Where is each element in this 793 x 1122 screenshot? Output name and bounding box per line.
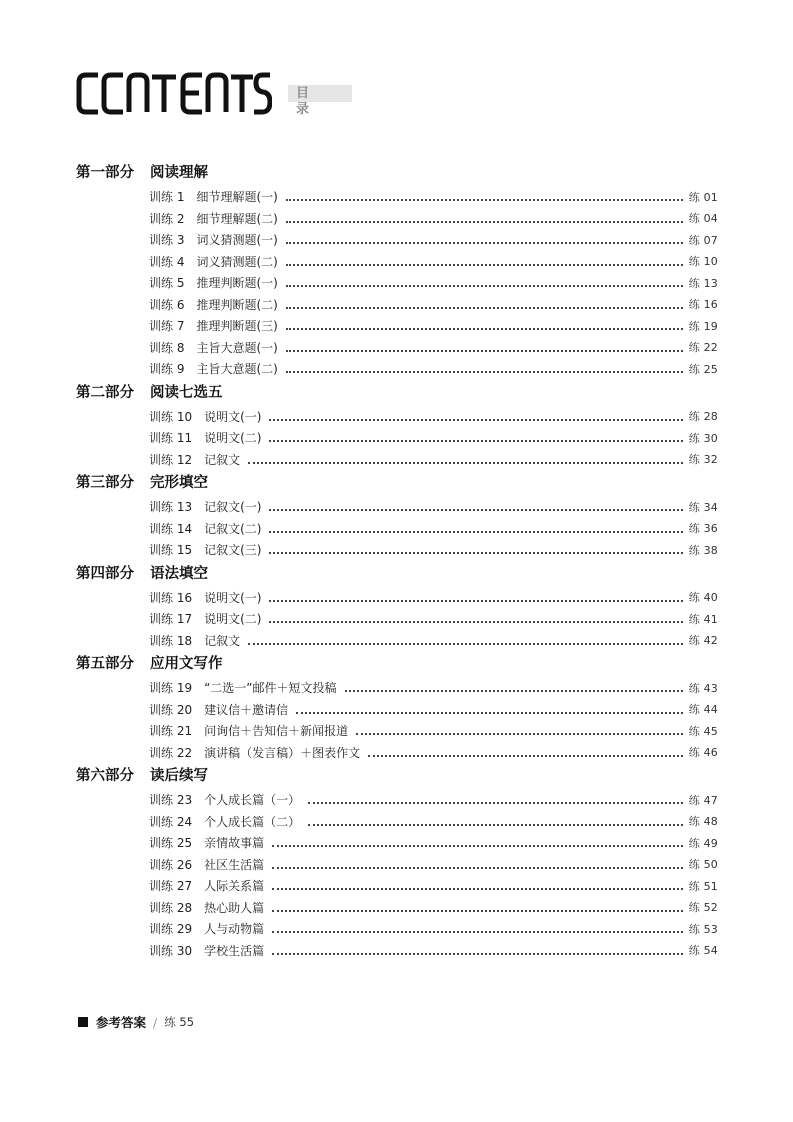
dot-leader bbox=[356, 732, 683, 735]
toc-entry[interactable] bbox=[149, 496, 718, 518]
entry-page: 练 53 bbox=[688, 922, 718, 936]
toc-entry[interactable] bbox=[149, 358, 718, 380]
entry-title: 记叙文 bbox=[204, 633, 241, 648]
entry-number: 训练 26 bbox=[149, 857, 193, 872]
dot-leader bbox=[286, 370, 683, 373]
section-part: 第六部分 bbox=[76, 768, 134, 784]
entry-number: 训练 19 bbox=[149, 681, 193, 696]
entry-title: 推理判断题(二) bbox=[196, 297, 278, 312]
entry-page: 练 47 bbox=[688, 793, 718, 807]
bullet-square-icon bbox=[78, 1017, 88, 1027]
dot-leader bbox=[272, 887, 683, 890]
toc-entry[interactable] bbox=[149, 229, 718, 251]
dot-leader bbox=[272, 866, 683, 869]
entry-title: 推理判断题(三) bbox=[196, 319, 278, 334]
entry-number: 训练 22 bbox=[149, 745, 193, 760]
toc-entry[interactable] bbox=[149, 315, 718, 337]
dot-leader bbox=[286, 284, 683, 287]
dot-leader bbox=[286, 241, 683, 244]
answers-entry[interactable] bbox=[78, 1012, 194, 1032]
dot-leader bbox=[286, 263, 683, 266]
toc-entry[interactable] bbox=[149, 789, 718, 811]
dot-leader bbox=[272, 909, 683, 912]
entry-title: 亲情故事篇 bbox=[204, 836, 265, 851]
entry-number: 训练 6 bbox=[149, 297, 185, 312]
entry-page: 练 28 bbox=[688, 410, 718, 424]
dot-leader bbox=[248, 461, 683, 464]
answers-separator: / bbox=[153, 1014, 158, 1030]
entry-title: 词义猜测题(二) bbox=[196, 254, 278, 269]
toc-entry[interactable] bbox=[149, 539, 718, 561]
section-part: 第四部分 bbox=[76, 565, 134, 582]
entry-title: 热心助人篇 bbox=[204, 900, 265, 915]
entry-number: 训练 29 bbox=[149, 922, 193, 937]
section-heading bbox=[76, 561, 718, 587]
entry-number: 训练 24 bbox=[149, 814, 193, 829]
toc-entry[interactable] bbox=[149, 854, 718, 876]
entry-title: 记叙文 bbox=[204, 452, 241, 467]
entry-number: 训练 25 bbox=[149, 836, 193, 851]
entry-title: 演讲稿（发言稿）＋图表作文 bbox=[204, 745, 361, 760]
entry-number: 训练 1 bbox=[149, 190, 185, 205]
contents-subtitle: 目录 bbox=[296, 86, 311, 117]
entry-page: 练 07 bbox=[688, 233, 718, 247]
entry-number: 训练 28 bbox=[149, 900, 193, 915]
toc-entry[interactable] bbox=[149, 742, 718, 764]
toc-entry[interactable] bbox=[149, 875, 718, 897]
entry-number: 训练 3 bbox=[149, 233, 185, 248]
entry-title: 推理判断题(一) bbox=[196, 276, 278, 291]
entry-title: 个人成长篇（二） bbox=[204, 814, 301, 829]
dot-leader bbox=[286, 306, 683, 309]
entry-number: 训练 5 bbox=[149, 276, 185, 291]
section-name: 语法填空 bbox=[150, 565, 208, 582]
section-heading bbox=[76, 651, 718, 677]
entry-number: 训练 27 bbox=[149, 879, 193, 894]
entry-page: 练 51 bbox=[688, 879, 718, 893]
dot-leader bbox=[286, 220, 683, 223]
entry-page: 练 22 bbox=[688, 341, 718, 355]
toc-section bbox=[76, 763, 718, 961]
entry-number: 训练 13 bbox=[149, 500, 193, 515]
dot-leader bbox=[308, 801, 683, 804]
entry-page: 练 44 bbox=[688, 703, 718, 717]
toc-entry[interactable] bbox=[149, 940, 718, 962]
entry-number: 训练 7 bbox=[149, 319, 185, 334]
toc-entry[interactable] bbox=[149, 251, 718, 273]
dot-leader bbox=[272, 930, 683, 933]
dot-leader bbox=[248, 642, 683, 645]
entry-number: 训练 17 bbox=[149, 612, 193, 627]
entry-number: 训练 20 bbox=[149, 702, 193, 717]
answers-label: 参考答案 bbox=[96, 1015, 147, 1030]
entry-title: 记叙文(二) bbox=[204, 521, 262, 536]
entry-page: 练 32 bbox=[688, 453, 718, 467]
dot-leader bbox=[368, 754, 683, 757]
entry-title: 学校生活篇 bbox=[204, 943, 265, 958]
entry-title: 人与动物篇 bbox=[204, 922, 265, 937]
entry-title: 主旨大意题(一) bbox=[196, 340, 278, 355]
toc-entry[interactable] bbox=[149, 918, 718, 940]
entry-title: 说明文(一) bbox=[204, 409, 262, 424]
entry-number: 训练 30 bbox=[149, 943, 193, 958]
entry-number: 训练 15 bbox=[149, 543, 193, 558]
entry-page: 练 42 bbox=[688, 634, 718, 648]
section-name: 阅读理解 bbox=[150, 165, 208, 181]
dot-leader bbox=[269, 599, 682, 602]
dot-leader bbox=[296, 711, 683, 714]
entry-page: 练 46 bbox=[688, 746, 718, 760]
answers-page: 练 55 bbox=[164, 1015, 195, 1029]
section-name: 读后续写 bbox=[150, 768, 208, 784]
toc-entry[interactable] bbox=[149, 208, 718, 230]
toc-section bbox=[76, 160, 718, 380]
entry-title: 细节理解题(二) bbox=[196, 211, 278, 226]
toc-entry[interactable] bbox=[149, 272, 718, 294]
entry-number: 训练 8 bbox=[149, 340, 185, 355]
toc-section bbox=[76, 470, 718, 561]
contents-logo bbox=[76, 70, 272, 118]
dot-leader bbox=[286, 327, 683, 330]
toc-section bbox=[76, 651, 718, 763]
toc-entry[interactable] bbox=[149, 449, 718, 471]
entry-number: 训练 10 bbox=[149, 409, 193, 424]
entry-page: 练 48 bbox=[688, 815, 718, 829]
entry-page: 练 25 bbox=[688, 362, 718, 376]
entry-page: 练 10 bbox=[688, 255, 718, 269]
toc-entry[interactable] bbox=[149, 294, 718, 316]
dot-leader bbox=[269, 620, 682, 623]
entry-title: 人际关系篇 bbox=[204, 879, 265, 894]
section-part: 第五部分 bbox=[76, 656, 134, 672]
entry-title: “二选一”邮件＋短文投稿 bbox=[204, 681, 337, 696]
entry-title: 说明文(二) bbox=[204, 431, 262, 446]
entry-title: 个人成长篇（一） bbox=[204, 793, 301, 808]
dot-leader bbox=[286, 198, 683, 201]
toc-entry[interactable] bbox=[149, 337, 718, 359]
toc-entry[interactable] bbox=[149, 897, 718, 919]
toc-entry[interactable] bbox=[149, 832, 718, 854]
entry-page: 练 38 bbox=[688, 543, 718, 557]
entry-page: 练 52 bbox=[688, 901, 718, 915]
section-part: 第一部分 bbox=[76, 165, 134, 181]
entry-number: 训练 21 bbox=[149, 724, 193, 739]
entry-title: 问询信＋告知信＋新闻报道 bbox=[204, 724, 349, 739]
entry-title: 词义猜测题(一) bbox=[196, 233, 278, 248]
dot-leader bbox=[308, 823, 683, 826]
entry-page: 练 13 bbox=[688, 276, 718, 290]
entry-title: 说明文(二) bbox=[204, 612, 262, 627]
entry-number: 训练 11 bbox=[149, 431, 193, 446]
entry-page: 练 40 bbox=[688, 591, 718, 605]
toc-entry[interactable] bbox=[149, 427, 718, 449]
section-name: 完形填空 bbox=[150, 475, 208, 491]
entry-page: 练 16 bbox=[688, 298, 718, 312]
toc-entry[interactable] bbox=[149, 699, 718, 721]
dot-leader bbox=[269, 530, 682, 533]
toc-entry[interactable] bbox=[149, 608, 718, 630]
section-part: 第二部分 bbox=[76, 384, 134, 401]
toc-entry[interactable] bbox=[149, 811, 718, 833]
entry-page: 练 43 bbox=[688, 681, 718, 695]
entry-title: 主旨大意题(二) bbox=[196, 362, 278, 377]
entry-page: 练 30 bbox=[688, 431, 718, 445]
entry-title: 建议信＋邀请信 bbox=[204, 702, 289, 717]
entry-page: 练 19 bbox=[688, 319, 718, 333]
entry-number: 训练 12 bbox=[149, 452, 193, 467]
dot-leader bbox=[286, 349, 683, 352]
entry-page: 练 49 bbox=[688, 836, 718, 850]
toc-section bbox=[76, 380, 718, 471]
section-heading bbox=[76, 380, 718, 406]
dot-leader bbox=[272, 844, 683, 847]
toc-entry[interactable] bbox=[149, 630, 718, 652]
table-of-contents bbox=[76, 160, 718, 961]
toc-entry[interactable] bbox=[149, 518, 718, 540]
entry-page: 练 54 bbox=[688, 944, 718, 958]
dot-leader bbox=[272, 952, 683, 955]
dot-leader bbox=[269, 418, 682, 421]
section-name: 应用文写作 bbox=[150, 656, 223, 672]
entry-title: 细节理解题(一) bbox=[196, 190, 278, 205]
entry-page: 练 01 bbox=[688, 190, 718, 204]
toc-entry[interactable] bbox=[149, 587, 718, 609]
entry-page: 练 50 bbox=[688, 858, 718, 872]
toc-entry[interactable] bbox=[149, 677, 718, 699]
entry-page: 练 45 bbox=[688, 724, 718, 738]
entry-title: 记叙文(一) bbox=[204, 500, 262, 515]
section-part: 第三部分 bbox=[76, 475, 134, 491]
toc-section bbox=[76, 561, 718, 652]
entry-number: 训练 14 bbox=[149, 521, 193, 536]
toc-entry[interactable] bbox=[149, 406, 718, 428]
section-name: 阅读七选五 bbox=[150, 384, 223, 401]
entry-page: 练 36 bbox=[688, 522, 718, 536]
dot-leader bbox=[269, 439, 682, 442]
entry-number: 训练 18 bbox=[149, 633, 193, 648]
entry-number: 训练 16 bbox=[149, 590, 193, 605]
dot-leader bbox=[345, 689, 683, 692]
entry-page: 练 41 bbox=[688, 612, 718, 626]
subtitle-bar-right bbox=[332, 85, 352, 102]
section-heading bbox=[76, 160, 718, 186]
entry-title: 记叙文(三) bbox=[204, 543, 262, 558]
entry-number: 训练 9 bbox=[149, 362, 185, 377]
dot-leader bbox=[269, 508, 682, 511]
toc-entry[interactable] bbox=[149, 186, 718, 208]
entry-page: 练 04 bbox=[688, 212, 718, 226]
entry-page: 练 34 bbox=[688, 500, 718, 514]
entry-title: 社区生活篇 bbox=[204, 857, 265, 872]
section-heading bbox=[76, 763, 718, 789]
toc-entry[interactable] bbox=[149, 720, 718, 742]
entry-title: 说明文(一) bbox=[204, 590, 262, 605]
entry-number: 训练 4 bbox=[149, 254, 185, 269]
section-heading bbox=[76, 470, 718, 496]
dot-leader bbox=[269, 551, 682, 554]
entry-number: 训练 23 bbox=[149, 793, 193, 808]
entry-number: 训练 2 bbox=[149, 211, 185, 226]
